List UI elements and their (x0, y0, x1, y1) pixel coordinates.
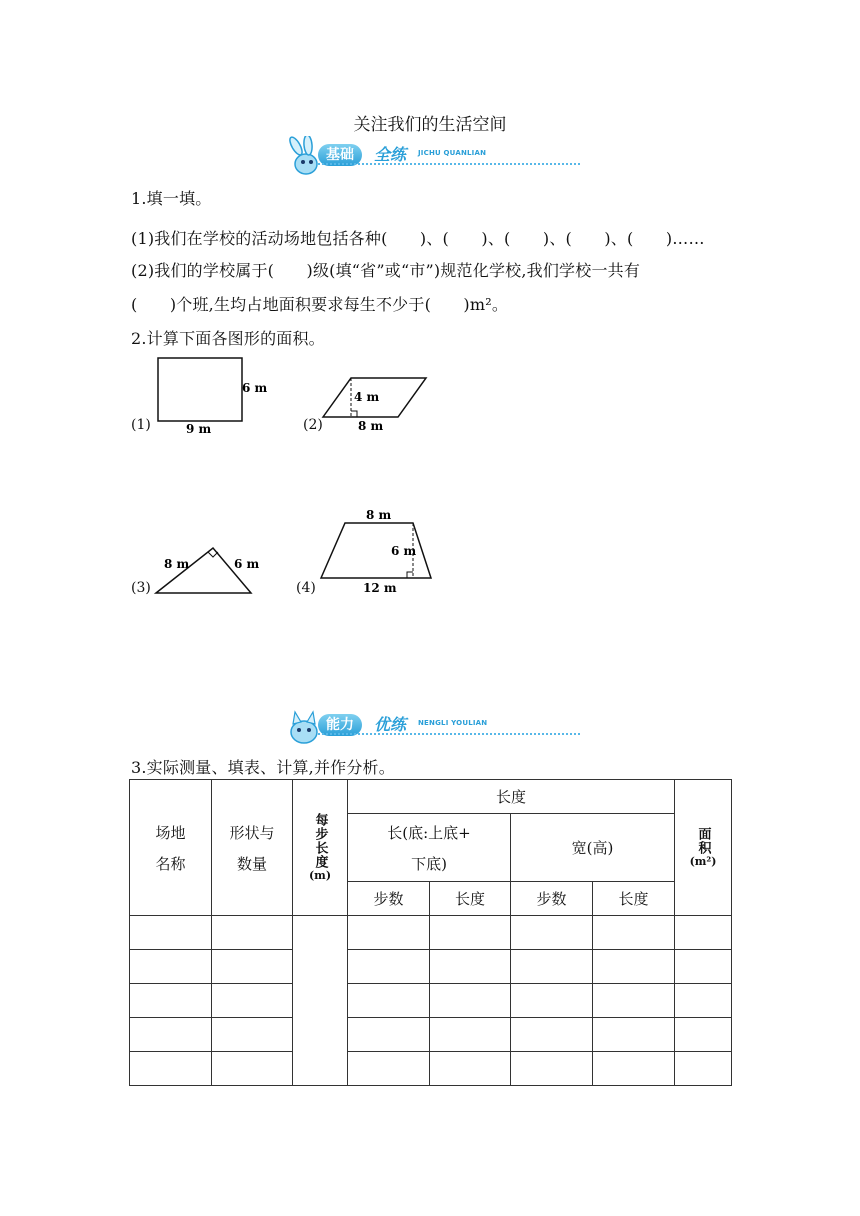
header-site-name-line1: 场地 (155, 823, 186, 842)
table-cell[interactable] (593, 950, 675, 984)
table-cell[interactable] (430, 1052, 511, 1086)
fig1-height-label: 6 m (242, 381, 268, 395)
fig4-height-label: 6 m (391, 544, 417, 558)
banner-label-left: 基础 (318, 144, 362, 166)
table-cell[interactable] (130, 1018, 212, 1052)
page-title: 关注我们的生活空间 (353, 115, 507, 135)
table-cell[interactable] (675, 984, 732, 1018)
header-area (675, 780, 732, 916)
table-cell[interactable] (130, 1052, 212, 1086)
header-step-length-text: 每步长度 (312, 813, 328, 869)
table-cell[interactable] (430, 950, 511, 984)
table-cell[interactable] (430, 916, 511, 950)
header-site-name (130, 780, 212, 916)
table-cell[interactable] (593, 1018, 675, 1052)
table-cell[interactable] (430, 984, 511, 1018)
header-wide: 宽(高) (511, 814, 675, 882)
table-cell[interactable] (130, 916, 212, 950)
table-cell[interactable] (675, 916, 732, 950)
table-cell[interactable] (511, 1052, 593, 1086)
cat-mascot-icon (282, 706, 322, 748)
table-cell[interactable] (348, 950, 430, 984)
fig1-rectangle (150, 352, 280, 437)
banner2-label-right: 优练 (374, 715, 407, 734)
fig4-top-label: 8 m (366, 508, 392, 522)
table-cell[interactable] (593, 916, 675, 950)
table-cell[interactable] (511, 984, 593, 1018)
table-cell[interactable] (212, 1018, 293, 1052)
header-area-text: 面积 (695, 827, 711, 855)
table-cell[interactable] (130, 984, 212, 1018)
table-row (130, 950, 732, 984)
header-long-line1: 长(底:上底+ (387, 823, 471, 842)
header-step-unit: (m) (308, 869, 332, 882)
banner2-label-en: NENGLI YOULIAN (418, 719, 488, 727)
section-banner-basic (282, 136, 582, 176)
table-cell[interactable] (212, 916, 293, 950)
fig3-triangle (150, 540, 270, 600)
table-cell[interactable] (348, 1052, 430, 1086)
q3-heading: 3.实际测量、填表、计算,并作分析。 (131, 758, 395, 777)
banner2-label-left: 能力 (318, 714, 362, 736)
fig4-trapezoid (316, 505, 446, 597)
table-cell[interactable] (511, 916, 593, 950)
table-cell-step-length[interactable] (293, 916, 348, 1086)
table-row (130, 984, 732, 1018)
table-row (130, 1052, 732, 1086)
rabbit-mascot-icon (282, 136, 322, 178)
fig3-label: (3) (131, 580, 151, 596)
header-wide-steps: 步数 (511, 882, 593, 916)
header-length: 长度 (348, 780, 675, 814)
fig3-leg1-label: 8 m (164, 557, 190, 571)
header-site-name-line2: 名称 (155, 854, 186, 873)
header-long (348, 814, 511, 882)
table-row (130, 1018, 732, 1052)
table-cell[interactable] (130, 950, 212, 984)
table-row (130, 916, 732, 950)
table-cell[interactable] (593, 1052, 675, 1086)
table-cell[interactable] (675, 950, 732, 984)
banner-dotted-line (318, 163, 580, 165)
table-cell[interactable] (675, 1052, 732, 1086)
q1-line2: (2)我们的学校属于( )级(填“省”或“市”)规范化学校,我们学校一共有 (131, 261, 641, 280)
header-area-unit: (m²) (689, 855, 717, 868)
table-cell[interactable] (348, 1018, 430, 1052)
section-banner-ability (282, 706, 582, 746)
header-shape-line2: 数量 (236, 854, 267, 873)
header-shape-line1: 形状与 (229, 823, 275, 842)
fig2-base-label: 8 m (358, 419, 384, 433)
q1-line3: ( )个班,生均占地面积要求每生不少于( )m²。 (131, 295, 509, 314)
fig2-label: (2) (303, 417, 323, 433)
fig3-leg2-label: 6 m (234, 557, 260, 571)
header-shape (212, 780, 293, 916)
table-cell[interactable] (348, 916, 430, 950)
header-long-steps: 步数 (348, 882, 430, 916)
table-cell[interactable] (212, 1052, 293, 1086)
banner-label-right: 全练 (374, 145, 407, 164)
table-cell[interactable] (593, 984, 675, 1018)
fig2-parallelogram (318, 370, 438, 436)
table-cell[interactable] (675, 1018, 732, 1052)
fig4-bottom-label: 12 m (363, 581, 397, 595)
q1-heading: 1.填一填。 (131, 189, 212, 208)
measurement-table (129, 779, 732, 1086)
header-long-length: 长度 (430, 882, 511, 916)
table-cell[interactable] (212, 984, 293, 1018)
table-cell[interactable] (212, 950, 293, 984)
banner-label-en: JICHU QUANLIAN (418, 149, 487, 157)
banner2-dotted-line (318, 733, 580, 735)
header-long-line2: 下底) (411, 854, 447, 873)
header-wide-length: 长度 (593, 882, 675, 916)
fig2-height-label: 4 m (354, 390, 380, 404)
fig1-width-label: 9 m (186, 422, 212, 436)
fig4-label: (4) (296, 580, 316, 596)
table-cell[interactable] (430, 1018, 511, 1052)
table-cell[interactable] (348, 984, 430, 1018)
header-step-length (293, 780, 348, 916)
table-cell[interactable] (511, 950, 593, 984)
fig1-label: (1) (131, 417, 151, 433)
q2-heading: 2.计算下面各图形的面积。 (131, 329, 325, 348)
table-cell[interactable] (511, 1018, 593, 1052)
q1-line1: (1)我们在学校的活动场地包括各种( )、( )、( )、( )、( )…… (131, 229, 705, 248)
